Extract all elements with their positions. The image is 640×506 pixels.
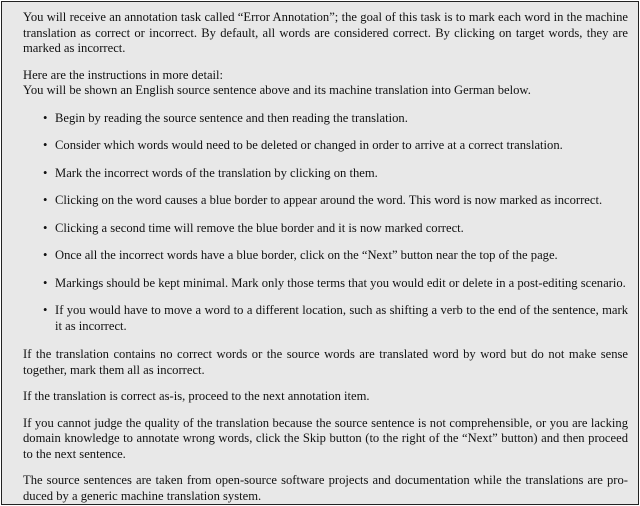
list-item (23, 221, 628, 237)
bullet-icon: • (43, 110, 48, 125)
details-line: You will be shown an English source sentence above and its machine translation into German below. (23, 83, 531, 97)
list-item-text: Once all the incorrect words have a blue border, click on the “Next” button near the top of the page. (55, 248, 558, 262)
list-item-text: Markings should be kept minimal. Mark only those terms that you would edit or delete in a post-editing scenario. (55, 275, 626, 290)
list-item (23, 303, 628, 334)
list-item (23, 276, 628, 292)
bullet-icon: • (43, 275, 48, 290)
list-item-text: Clicking on the word causes a blue border to appear around the word. This word is now marked as incorrect. (55, 193, 603, 207)
list-item (23, 193, 628, 209)
no-correct-paragraph: If the translation contains no correct words or the source words are translated word by word but do not make sense together, mark them all as incorrect. (23, 347, 628, 377)
details-heading: Here are the instructions in more detail: (23, 67, 224, 82)
list-item-text: Mark the incorrect words of the translation by clicking on them. (55, 165, 378, 180)
bullet-icon: • (43, 138, 48, 152)
intro-paragraph: You will receive an annotation task called “Error Annotation”; the goal of this task is to mark each word in the machine translation as correct or incorrect. By default, all words are considered correct. By clicking on target words, they are marked as incorrect. (23, 10, 628, 55)
list-item-text: Consider which words would need to be deleted or changed in order to arrive at a correct translation. (55, 138, 563, 152)
bullet-icon: • (43, 248, 48, 262)
bullet-icon: • (43, 303, 48, 317)
bullet-icon: • (43, 220, 48, 235)
list-item-text: Begin by reading the source sentence and then reading the translation. (55, 110, 408, 125)
bullet-icon: • (43, 165, 48, 180)
list-item-text: If you would have to move a word to a different location, such as shifting a verb to the end of the sentence, mark it as incorrect. (55, 303, 628, 333)
instruction-list (23, 111, 628, 335)
list-item-text: Clicking a second time will remove the blue border and it is now marked correct. (55, 220, 464, 235)
list-item (23, 111, 628, 127)
list-item (23, 138, 628, 154)
sources-paragraph: The source sentences are taken from open-source software projects and documentation while the translations are produced by a generic machine translation system. (23, 473, 628, 503)
correct-paragraph: If the translation is correct as-is, proceed to the next annotation item. (23, 389, 370, 403)
bullet-icon: • (43, 193, 48, 207)
instructions-panel (1, 1, 639, 505)
list-item (23, 166, 628, 182)
list-item (23, 248, 628, 264)
skip-paragraph: If you cannot judge the quality of the translation because the source sentence is not comprehensible, or you are lacking domain knowledge to annotate wrong words, click the Skip button (to the right of the “Next” button) and then proceed to the next sentence. (23, 415, 628, 461)
